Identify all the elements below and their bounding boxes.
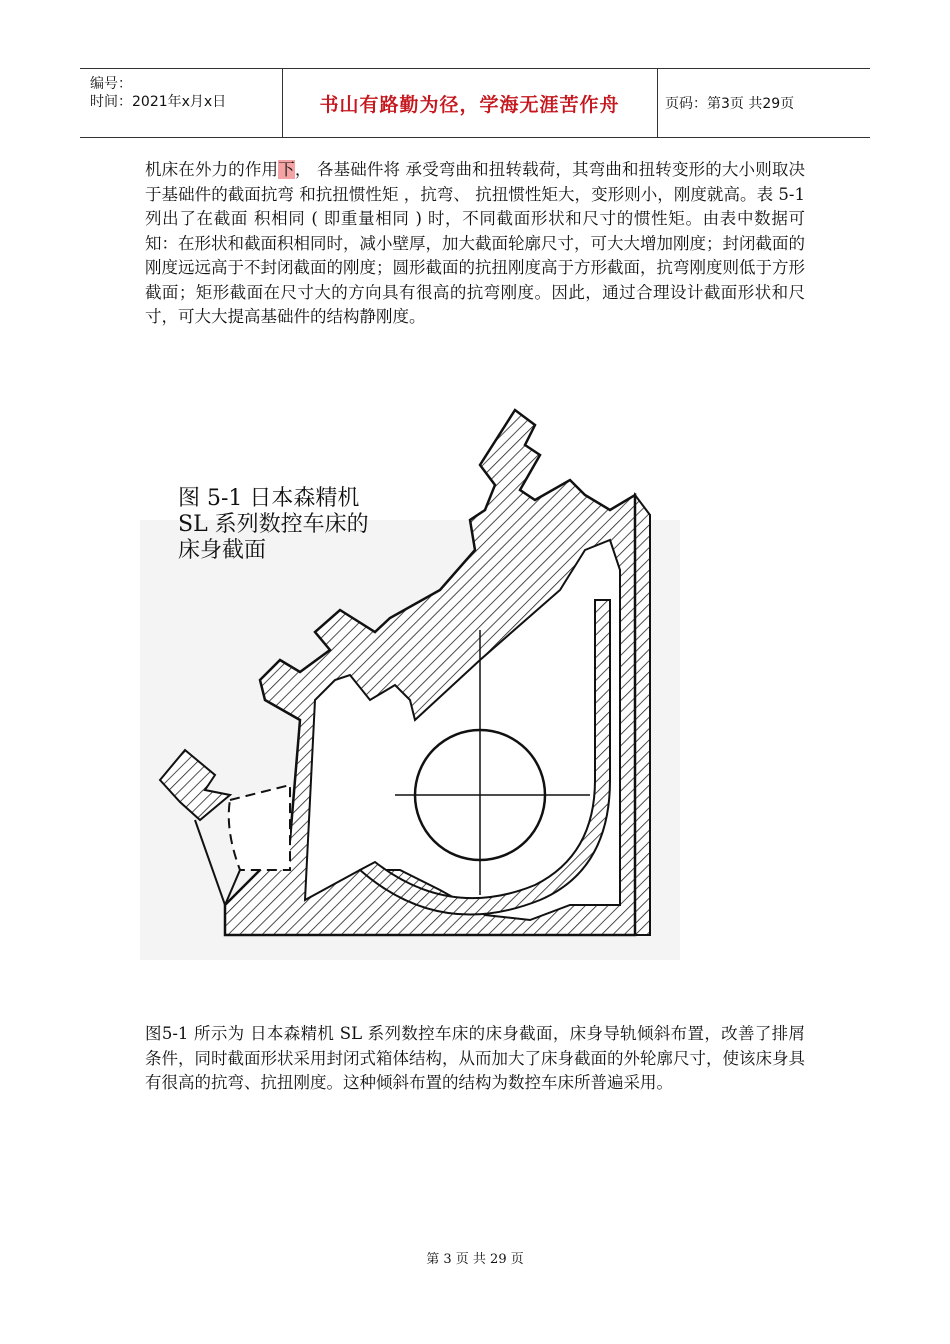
divider xyxy=(657,69,658,137)
text-before: 机床在外力的作用 xyxy=(145,160,279,179)
paragraph-intro xyxy=(145,158,805,330)
paragraph-description: 图5-1 所示为 日本森精机 SL 系列数控车床的床身截面，床身导轨倾斜布置，改善了排屑条件，同时截面形状采用封闭式箱体结构，从而加大了床身截面的外轮廓尺寸，使该床身具有很高的抗弯、抗扭刚度。这种倾斜布置的结构为数控车床所普遍采用。 xyxy=(145,1024,805,1092)
caption-line-2: SL 系列数控车床的 xyxy=(178,512,369,537)
number-label: 编号： xyxy=(90,76,132,92)
time-label: 时间：2021年x月x日 xyxy=(90,94,227,110)
highlighted-text: 下 xyxy=(278,160,295,179)
right-plate xyxy=(635,495,650,935)
header-table xyxy=(80,68,870,138)
text-after: ， 各基础件将 承受弯曲和扭转载荷，其弯曲和扭转变形的大小则取决于基础件的截面抗弯 和抗扭惯性矩 ，抗弯、 抗扭惯性矩大，变形则小，刚度就高。表 5-1 列出了在截面 积相同 ( 即重量相同 ) 时，不同截面形状和尺寸的惯性矩。由表中数据可知：在形状和截面积相同时，减小壁厚，加大截面轮廓尺寸，可大大增加刚度；封闭截面的刚度远远高于不封闭截面的刚度；圆形截面的抗扭刚度高于方形截面，抗弯刚度则低于方形截面；矩形截面在尺寸大的方向具有很高的抗弯刚度。因此，通过合理设计截面形状和尺寸，可大大提高基础件的结构静刚度。 xyxy=(145,160,805,326)
header-meta xyxy=(80,69,280,137)
caption-line-3: 床身截面 xyxy=(178,538,267,563)
page-footer: 第 3 页 共 29 页 xyxy=(426,1252,524,1267)
bed-section-figure xyxy=(140,400,680,960)
caption-line-1: 图 5-1 日本森精机 xyxy=(178,486,360,511)
page-info: 页码：第3页 共29页 xyxy=(665,96,795,112)
motto: 书山有路勤为径，学海无涯苦作舟 xyxy=(319,93,620,116)
figure-caption xyxy=(178,486,369,564)
dashed-hollow xyxy=(229,785,290,870)
bed-cross-section-drawing xyxy=(140,400,680,960)
